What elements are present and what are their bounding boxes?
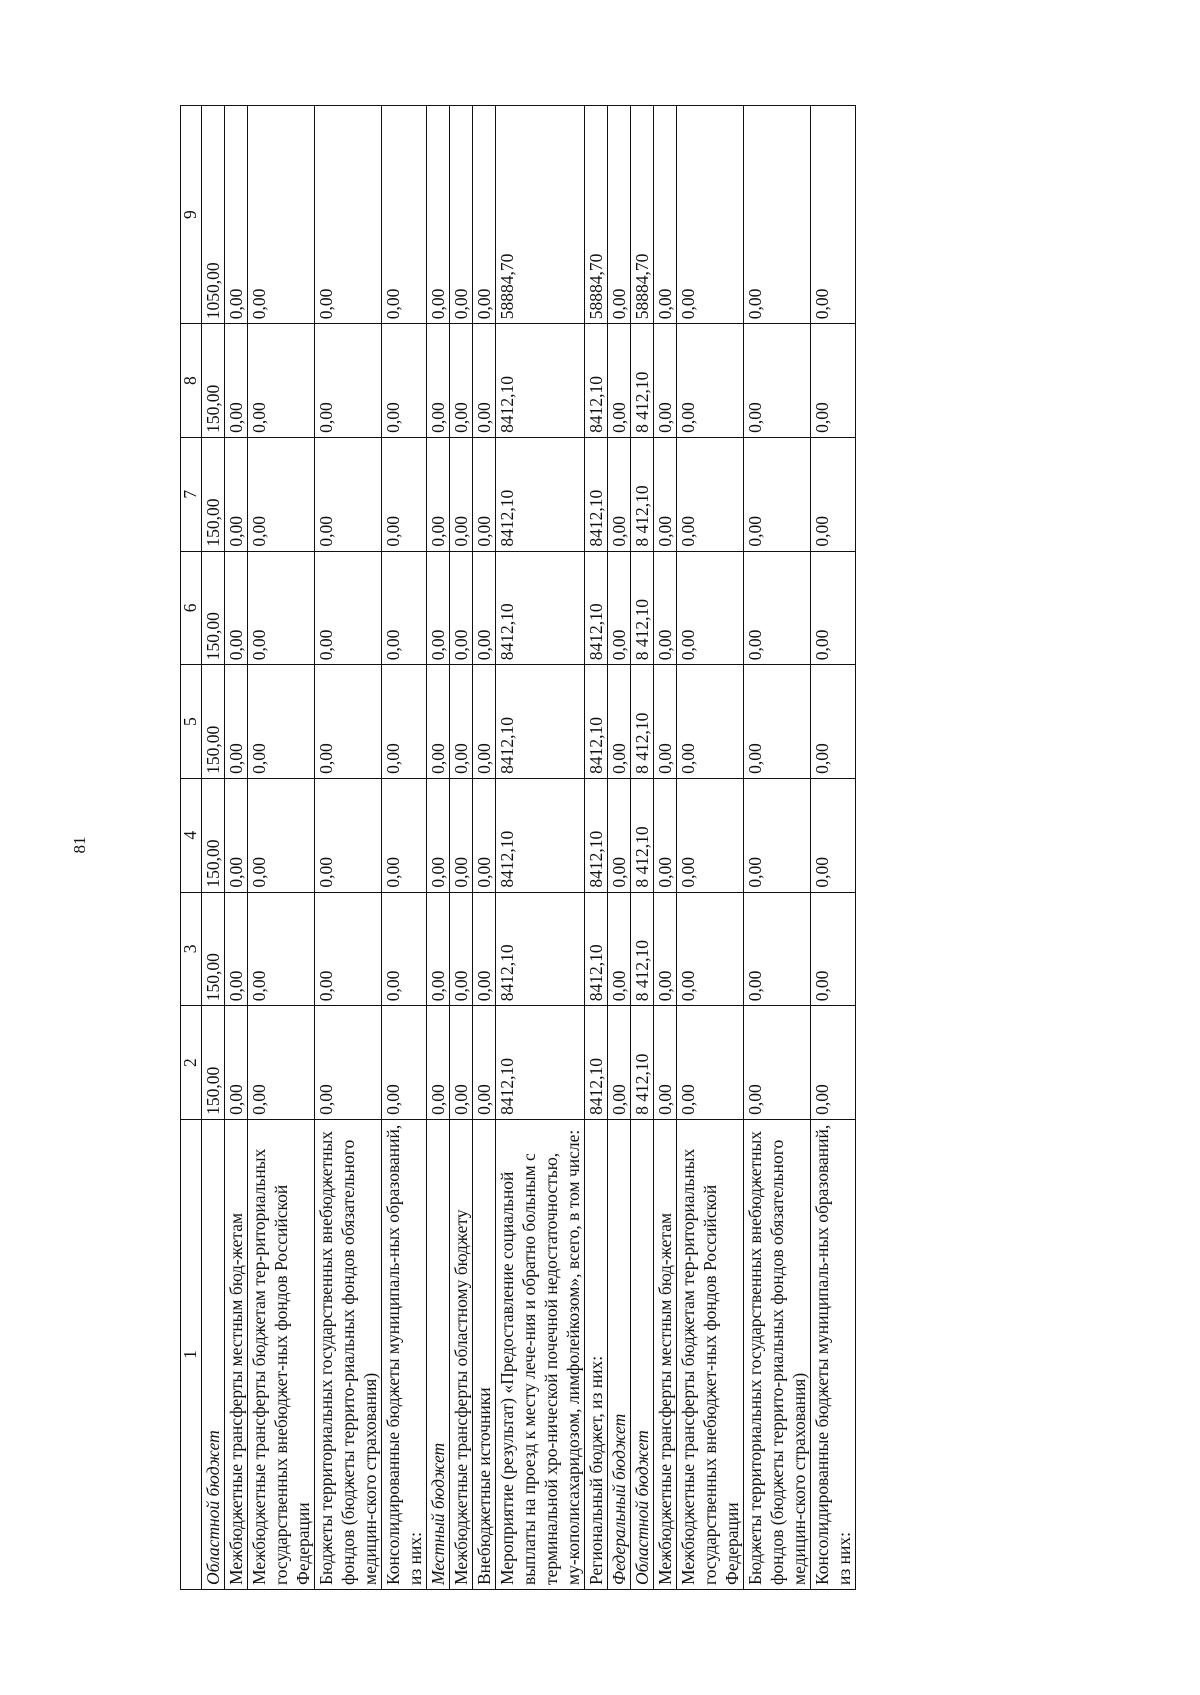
row-label: Мероприятие (результат) «Предоставление социальной выплаты на проезд к месту лече-ния и обратно больным с терминальной хро-нической почечной недостаточностью, му-кополисахаридозом, лимфолейкозом», всего, в том числе:: [496, 1119, 585, 1589]
value-cell: 1050,00: [202, 106, 225, 324]
value-cell: 0,00: [450, 106, 473, 324]
table-row: [608, 106, 631, 1590]
value-cell: 0,00: [248, 665, 315, 779]
row-label: Областной бюджет: [202, 1119, 225, 1589]
table-row: [248, 106, 315, 1590]
value-cell: 8412,10: [496, 551, 585, 665]
value-cell: 0,00: [677, 665, 744, 779]
value-cell: 150,00: [202, 324, 225, 438]
value-cell: 0,00: [248, 551, 315, 665]
value-cell: 8412,10: [585, 778, 608, 892]
value-cell: 0,00: [811, 437, 856, 551]
value-cell: 0,00: [677, 551, 744, 665]
column-header: 2: [181, 1006, 202, 1120]
value-cell: 0,00: [608, 665, 631, 779]
value-cell: 0,00: [382, 324, 427, 438]
table-row: [744, 106, 811, 1590]
column-header: 7: [181, 437, 202, 551]
row-label: Внебюджетные источники: [473, 1119, 496, 1589]
value-cell: 0,00: [654, 106, 677, 324]
value-cell: 8412,10: [496, 324, 585, 438]
value-cell: 0,00: [225, 892, 248, 1006]
table-header: [181, 106, 202, 1590]
value-cell: 0,00: [744, 324, 811, 438]
value-cell: 8412,10: [496, 778, 585, 892]
table-row: [315, 106, 382, 1590]
value-cell: 0,00: [473, 778, 496, 892]
value-cell: 0,00: [225, 778, 248, 892]
table-row: [382, 106, 427, 1590]
value-cell: 0,00: [248, 892, 315, 1006]
value-cell: 8 412,10: [631, 892, 654, 1006]
value-cell: 0,00: [315, 665, 382, 779]
value-cell: 0,00: [315, 437, 382, 551]
value-cell: 150,00: [202, 437, 225, 551]
row-label: Местный бюджет: [427, 1119, 450, 1589]
value-cell: 0,00: [382, 1006, 427, 1120]
value-cell: 0,00: [654, 778, 677, 892]
value-cell: 0,00: [744, 551, 811, 665]
value-cell: 0,00: [248, 437, 315, 551]
value-cell: 0,00: [811, 778, 856, 892]
value-cell: 0,00: [677, 324, 744, 438]
value-cell: 8412,10: [496, 665, 585, 779]
value-cell: 0,00: [382, 778, 427, 892]
value-cell: 0,00: [654, 324, 677, 438]
value-cell: 0,00: [427, 437, 450, 551]
value-cell: 0,00: [744, 892, 811, 1006]
value-cell: 0,00: [382, 665, 427, 779]
rotated-table-container: [180, 105, 1030, 1590]
value-cell: 58884,70: [585, 106, 608, 324]
value-cell: 8412,10: [585, 665, 608, 779]
value-cell: 0,00: [677, 892, 744, 1006]
value-cell: 150,00: [202, 665, 225, 779]
column-header: 9: [181, 106, 202, 324]
value-cell: 0,00: [654, 892, 677, 1006]
value-cell: 0,00: [608, 551, 631, 665]
value-cell: 8 412,10: [631, 1006, 654, 1120]
value-cell: 8412,10: [496, 437, 585, 551]
value-cell: 0,00: [382, 551, 427, 665]
value-cell: 0,00: [473, 324, 496, 438]
value-cell: 0,00: [450, 324, 473, 438]
value-cell: 0,00: [608, 892, 631, 1006]
value-cell: 0,00: [315, 551, 382, 665]
value-cell: 150,00: [202, 778, 225, 892]
value-cell: 0,00: [608, 778, 631, 892]
value-cell: 0,00: [608, 106, 631, 324]
table-row: [473, 106, 496, 1590]
value-cell: 0,00: [450, 892, 473, 1006]
value-cell: 0,00: [225, 551, 248, 665]
value-cell: 0,00: [382, 892, 427, 1006]
value-cell: 8 412,10: [631, 324, 654, 438]
row-label: Федеральный бюджет: [608, 1119, 631, 1589]
value-cell: 0,00: [248, 324, 315, 438]
value-cell: 0,00: [811, 892, 856, 1006]
value-cell: 150,00: [202, 892, 225, 1006]
value-cell: 0,00: [382, 106, 427, 324]
row-label: Бюджеты территориальных государственных внебюджетных фондов (бюджеты террито-риальных фондов обязательного медицин-ского страхования): [744, 1119, 811, 1589]
value-cell: 0,00: [427, 1006, 450, 1120]
value-cell: 150,00: [202, 1006, 225, 1120]
value-cell: 0,00: [315, 324, 382, 438]
value-cell: 0,00: [382, 437, 427, 551]
value-cell: 0,00: [677, 1006, 744, 1120]
value-cell: 150,00: [202, 551, 225, 665]
table-row: [496, 106, 585, 1590]
row-label: Межбюджетные трансферты областному бюджету: [450, 1119, 473, 1589]
row-label: Консолидированные бюджеты муниципаль-ных образований, из них:: [382, 1119, 427, 1589]
value-cell: 0,00: [744, 665, 811, 779]
column-header: 1: [181, 1119, 202, 1589]
value-cell: 8 412,10: [631, 551, 654, 665]
column-header: 8: [181, 324, 202, 438]
value-cell: 0,00: [654, 551, 677, 665]
value-cell: 0,00: [450, 1006, 473, 1120]
value-cell: 0,00: [225, 665, 248, 779]
row-label: Межбюджетные трансферты местным бюд-жетам: [225, 1119, 248, 1589]
value-cell: 0,00: [654, 437, 677, 551]
value-cell: 0,00: [248, 778, 315, 892]
value-cell: 0,00: [427, 324, 450, 438]
value-cell: 0,00: [225, 437, 248, 551]
table-row: [654, 106, 677, 1590]
value-cell: 0,00: [248, 1006, 315, 1120]
budget-table: [180, 105, 856, 1590]
value-cell: 0,00: [427, 106, 450, 324]
value-cell: 0,00: [427, 665, 450, 779]
value-cell: 58884,70: [631, 106, 654, 324]
value-cell: 0,00: [811, 665, 856, 779]
value-cell: 0,00: [811, 324, 856, 438]
value-cell: 0,00: [427, 778, 450, 892]
value-cell: 0,00: [427, 551, 450, 665]
value-cell: 0,00: [450, 778, 473, 892]
row-label: Бюджеты территориальных государственных внебюджетных фондов (бюджеты террито-риальных фондов обязательного медицин-ского страхования): [315, 1119, 382, 1589]
value-cell: 0,00: [225, 324, 248, 438]
row-label: Региональный бюджет, из них:: [585, 1119, 608, 1589]
table-row: [631, 106, 654, 1590]
value-cell: 0,00: [225, 1006, 248, 1120]
row-label: Межбюджетные трансферты бюджетам тер-риториальных государственных внебюджет-ных фондов Российской Федерации: [677, 1119, 744, 1589]
row-label: Межбюджетные трансферты бюджетам тер-риториальных государственных внебюджет-ных фондов Российской Федерации: [248, 1119, 315, 1589]
table-row: [677, 106, 744, 1590]
value-cell: 0,00: [654, 665, 677, 779]
value-cell: 0,00: [315, 1006, 382, 1120]
value-cell: 8412,10: [496, 892, 585, 1006]
value-cell: 8 412,10: [631, 665, 654, 779]
value-cell: 0,00: [677, 106, 744, 324]
value-cell: 0,00: [315, 778, 382, 892]
value-cell: 0,00: [473, 437, 496, 551]
row-label: Областной бюджет: [631, 1119, 654, 1589]
value-cell: 0,00: [811, 1006, 856, 1120]
value-cell: 8412,10: [585, 892, 608, 1006]
table-row: [202, 106, 225, 1590]
value-cell: 0,00: [473, 665, 496, 779]
value-cell: 0,00: [744, 778, 811, 892]
value-cell: 8412,10: [585, 551, 608, 665]
table-row: [225, 106, 248, 1590]
value-cell: 0,00: [677, 778, 744, 892]
value-cell: 0,00: [450, 437, 473, 551]
value-cell: 0,00: [473, 892, 496, 1006]
value-cell: 8412,10: [585, 1006, 608, 1120]
value-cell: 0,00: [315, 106, 382, 324]
value-cell: 8412,10: [496, 1006, 585, 1120]
value-cell: 0,00: [608, 1006, 631, 1120]
page-number: 81: [70, 836, 89, 854]
value-cell: 8412,10: [585, 324, 608, 438]
value-cell: 0,00: [225, 106, 248, 324]
value-cell: 0,00: [450, 665, 473, 779]
value-cell: 0,00: [473, 551, 496, 665]
value-cell: 0,00: [450, 551, 473, 665]
table-row: [585, 106, 608, 1590]
column-header: 3: [181, 892, 202, 1006]
value-cell: 0,00: [744, 437, 811, 551]
column-header: 6: [181, 551, 202, 665]
value-cell: 0,00: [811, 106, 856, 324]
value-cell: 0,00: [608, 437, 631, 551]
row-label: Консолидированные бюджеты муниципаль-ных образований, из них:: [811, 1119, 856, 1589]
table-row: [811, 106, 856, 1590]
row-label: Межбюджетные трансферты местным бюд-жетам: [654, 1119, 677, 1589]
value-cell: 0,00: [248, 106, 315, 324]
table-row: [427, 106, 450, 1590]
value-cell: 0,00: [473, 106, 496, 324]
value-cell: 0,00: [427, 892, 450, 1006]
value-cell: 0,00: [744, 106, 811, 324]
column-header: 4: [181, 778, 202, 892]
header-row: [181, 106, 202, 1590]
table-row: [450, 106, 473, 1590]
table-body: [202, 106, 856, 1590]
value-cell: 0,00: [473, 1006, 496, 1120]
value-cell: 8 412,10: [631, 778, 654, 892]
value-cell: 0,00: [811, 551, 856, 665]
value-cell: 58884,70: [496, 106, 585, 324]
value-cell: 0,00: [315, 892, 382, 1006]
value-cell: 8412,10: [585, 437, 608, 551]
value-cell: 0,00: [654, 1006, 677, 1120]
value-cell: 0,00: [608, 324, 631, 438]
value-cell: 0,00: [677, 437, 744, 551]
value-cell: 0,00: [744, 1006, 811, 1120]
value-cell: 8 412,10: [631, 437, 654, 551]
column-header: 5: [181, 665, 202, 779]
